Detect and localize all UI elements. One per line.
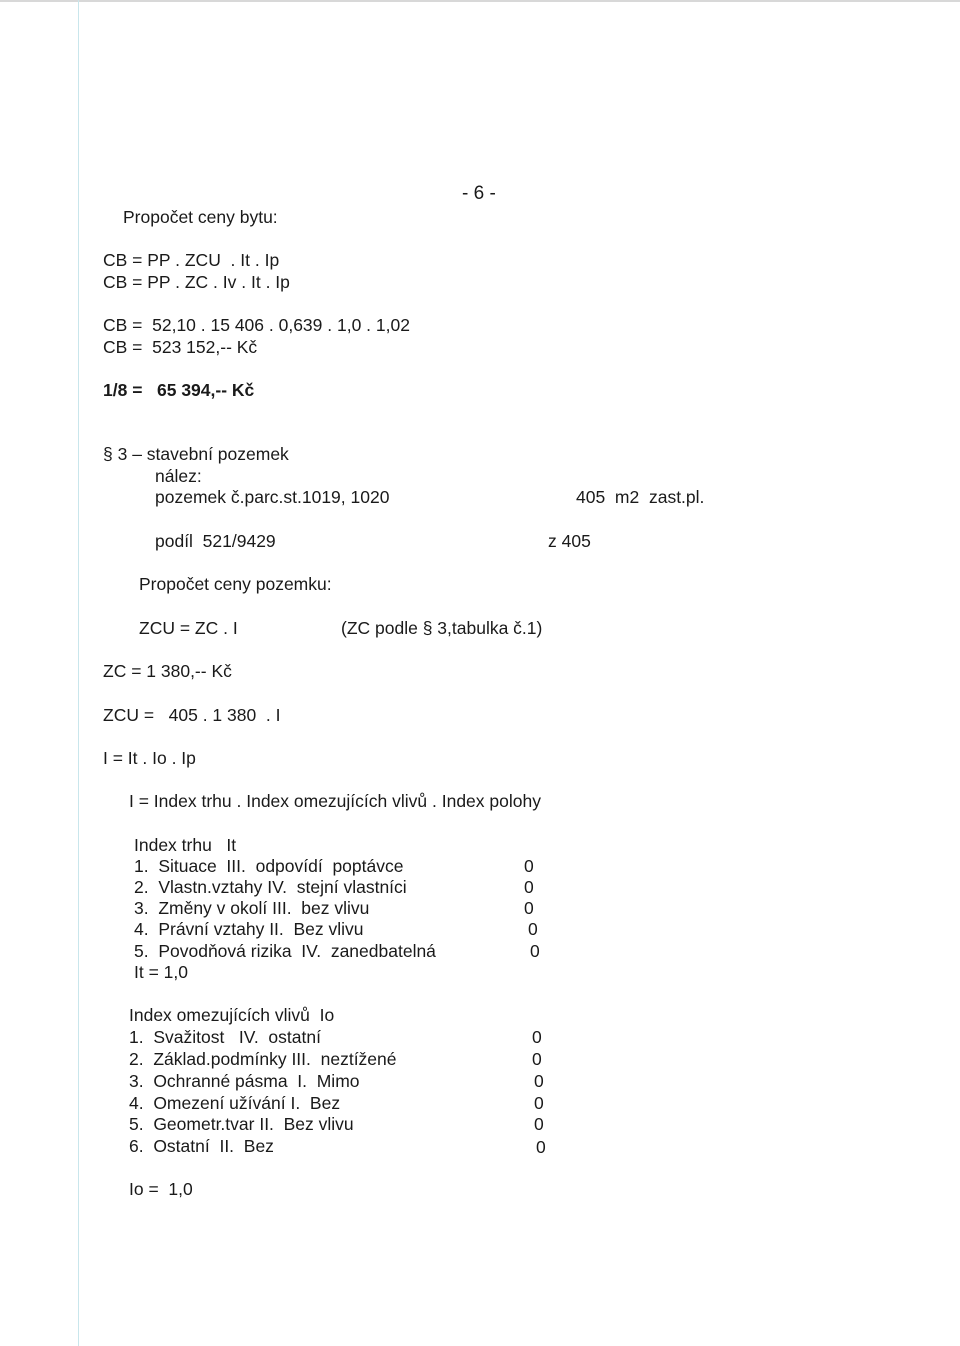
land-calc-heading: Propočet ceny pozemku: xyxy=(139,574,332,594)
page-number: - 6 - xyxy=(462,183,496,204)
restrict-row-value: 0 xyxy=(534,1093,544,1113)
market-row-value: 0 xyxy=(524,877,534,897)
restrict-row-label: 1. Svažitost IV. ostatní xyxy=(129,1027,321,1047)
zc-note: (ZC podle § 3,tabulka č.1) xyxy=(341,618,543,638)
page-top-edge xyxy=(0,0,960,2)
restrict-row-label: 3. Ochranné pásma I. Mimo xyxy=(129,1071,360,1091)
market-row-value: 0 xyxy=(524,856,534,876)
market-row-label: 4. Právní vztahy II. Bez vlivu xyxy=(134,919,364,939)
zcu-formula: ZCU = ZC . I xyxy=(139,618,238,638)
apartment-calc-heading: Propočet ceny bytu: xyxy=(123,207,278,227)
formula-line-1: CB = PP . ZCU . It . Ip xyxy=(103,250,280,270)
market-row-label: 3. Změny v okolí III. bez vlivu xyxy=(134,898,370,918)
calc-line-2: CB = 523 152,-- Kč xyxy=(103,337,258,357)
share-label: podíl 521/9429 xyxy=(155,531,276,551)
market-row-value: 0 xyxy=(528,919,538,939)
calc-line-1: CB = 52,10 . 15 406 . 0,639 . 1,0 . 1,02 xyxy=(103,315,410,335)
market-row-label: 2. Vlastn.vztahy IV. stejní vlastníci xyxy=(134,877,407,897)
restrict-row-label: 2. Základ.podmínky III. neztížené xyxy=(129,1049,397,1069)
restrict-row-value: 0 xyxy=(532,1027,542,1047)
i-formula: I = It . Io . Ip xyxy=(103,748,196,768)
i-definition: I = Index trhu . Index omezujících vlivů . Index polohy xyxy=(129,791,541,811)
zc-value: ZC = 1 380,-- Kč xyxy=(103,661,232,681)
restrict-row-label: 4. Omezení užívání I. Bez xyxy=(129,1093,341,1113)
market-row-value: 0 xyxy=(530,941,540,961)
zcu-calc: ZCU = 405 . 1 380 . I xyxy=(103,705,281,725)
restrict-row-value: 0 xyxy=(534,1114,544,1134)
restrict-index-result: Io = 1,0 xyxy=(129,1179,193,1199)
market-index-result: It = 1,0 xyxy=(134,962,188,982)
parcel-area: 405 m2 zast.pl. xyxy=(576,487,705,507)
page-left-edge xyxy=(78,0,79,1346)
formula-line-2: CB = PP . ZC . Iv . It . Ip xyxy=(103,272,290,292)
land-section-title: § 3 – stavební pozemek xyxy=(103,444,289,464)
restrict-row-value: 0 xyxy=(534,1071,544,1091)
market-row-value: 0 xyxy=(524,898,534,918)
market-index-heading: Index trhu It xyxy=(134,835,237,855)
finding-label: nález: xyxy=(155,466,202,486)
restrict-row-value: 0 xyxy=(536,1137,546,1157)
restrict-row-label: 6. Ostatní II. Bez xyxy=(129,1136,274,1156)
share-of: z 405 xyxy=(548,531,591,551)
market-row-label: 1. Situace III. odpovídí poptávce xyxy=(134,856,404,876)
parcel-label: pozemek č.parc.st.1019, 1020 xyxy=(155,487,390,507)
restrict-index-heading: Index omezujících vlivů Io xyxy=(129,1005,335,1025)
market-row-label: 5. Povodňová rizika IV. zanedbatelná xyxy=(134,941,436,961)
share-result: 1/8 = 65 394,-- Kč xyxy=(103,380,255,400)
restrict-row-value: 0 xyxy=(532,1049,542,1069)
restrict-row-label: 5. Geometr.tvar II. Bez vlivu xyxy=(129,1114,354,1134)
